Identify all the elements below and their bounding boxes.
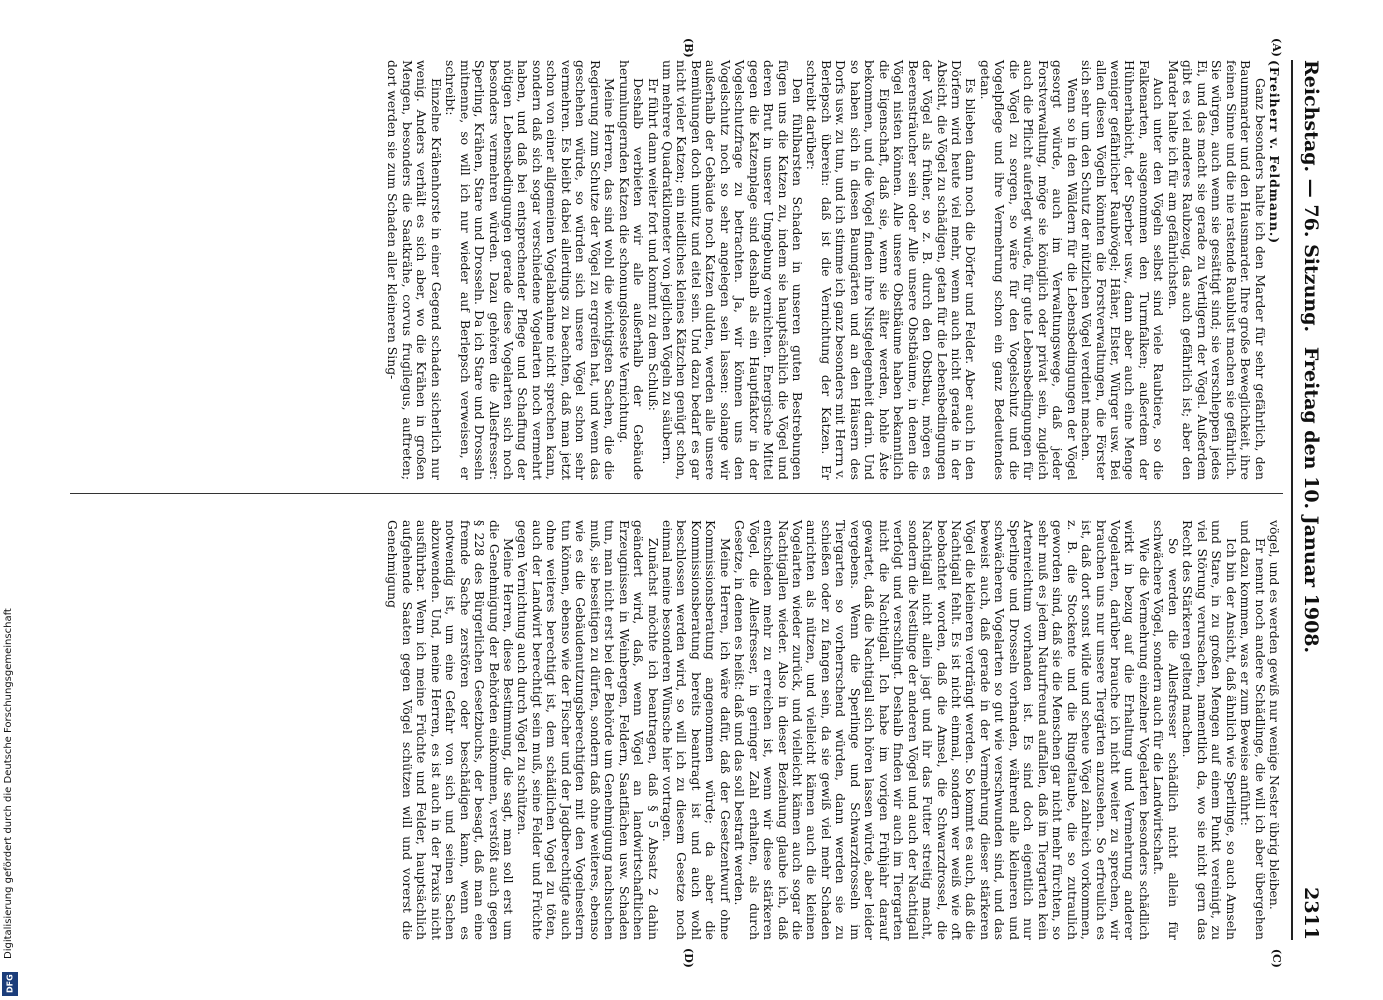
- paragraph: Wie die Vermehrung einzelner Vogelarten besonders schädlich wirkt in bezug auf die Erhaltung und Vermehrung anderer Vogelarten, darüber brauche ich nicht weiter zu sprechen, wir brauchen uns nur unsere Tiergärten anzusehen. So erfreulich es ist, daß dort sonst wilde und scheue Vögel zahlreich vorkommen, z. B. die Stockente und die Ringeltaube, die so zutraulich geworden sind, daß sie die Menschen gar nicht mehr fürchten, so sehr muß es jedem Naturfreund auffallen, daß im Tiergarten kein Artenreichtum vorhanden ist. Es sind doch eigentlich nur Sperlinge und Drosseln vorhanden, während alle kleineren und schwächeren Vogelarten so gut wie verschwunden sind, und das beweist auch, daß gerade in der Vermehrung dieser stärkeren Vögel die kleineren verdrängt werden. So kommt es auch, daß die Nachtigall fehlt. Es ist nicht einmal, sondern wer weiß wie oft beobachtet worden, daß die Amsel, die Schwarzdrossel, die Nachtigall nicht allein jagt und ihr das Futter streitig macht, sondern die Nestlinge der anderen Vögel und auch der Nachtigall verfolgt und verschlingt. Deshalb finden wir auch im Tiergarten nicht die Nachtigall. Ich habe im vorigen Frühjahr darauf gewartet, daß die Nachtigall sich hören lassen würde, aber leider vergebens. Wenn die Sperlinge und Schwarzdrosseln im Tiergarten so vorherrschend würden, dann werden sie zu schießen oder zu fangen sein, da sie gewiß viel mehr Schaden anrichten als nützen, und vielleicht kämen auch die kleinen Vogelarten wieder zurück, und vielleicht kämen auch sogar die Nachtigallen wieder. Also in dieser Beziehung glaube ich, daß entschieden mehr zu erreichen ist, wenn wir diese stärkeren Vögel, die Allesfresser, in geringer Zahl erhalten, als durch Gesetze, in denen es heißt: daß und das soll bestraft werden.: [732, 520, 1152, 940]
- column-divider: [70, 493, 1283, 494]
- quote-paragraph: Den fühlbarsten Schaden in unseren guten Bestrebungen fügen uns die Katzen zu, indem sie hauptsächlich die Vögel und deren Brut in unserer Umgebung vernichten. Energische Mittel gegen die Katzenplage sind deshalb als ein Hauptfaktor in der Vogelschutzfrage zu betrachten. Ja, wir können uns den Vogelschutz noch so sehr angelegen sein lassen: solange wir außerhalb der Gebäude noch Katzen dulden, werden alle unsere Bemühungen doch unnütz und eitel sein. Und dazu bedarf es gar nicht vieler Katzen; ein niedliches kleines Kätzchen genügt schon, um mehrere Quadratkilometer von jeglichen Vögeln zu säubern.: [659, 60, 806, 480]
- left-column: [385, 60, 1281, 480]
- quote-paragraph: So werden die Allesfresser schädlich nicht allein für schwächere Vögel, sondern auch für die Landwirtschaft.: [1151, 520, 1181, 940]
- margin-marker-c: (C): [1270, 948, 1283, 968]
- speaker-name: (Freiherr v. Feldmann.): [1267, 60, 1282, 245]
- paragraph: Er nennt noch andere Schädlinge, die will ich aber übergehen und dazu kommen, was er zum Beweise anführt:: [1238, 520, 1268, 940]
- margin-marker-d: (D): [682, 948, 695, 968]
- right-column: [385, 520, 1281, 940]
- quote-paragraph: Deshalb verbieten wir alle außerhalb der Gebäude herumlungernden Katzen die schonungsloseste Vernichtung.: [616, 60, 647, 480]
- paragraph: Zunächst möchte ich beantragen, daß § 5 Absatz 2 dahin geändert wird, daß, wenn Vögel an landwirtschaftlichen Erzeugnissen in Weinbergen, Feldern, Saatflächen usw. Schaden tun, man nicht erst bei der Behörde um Genehmigung nachsuchen muß, sie beseitigen zu dürfen, sondern daß ohne weiteres, ebenso wie es die Gebäudenutzungsberechtigten mit den Vogelnestern tun können, ebenso wie der Fischer und der Jagdberechtigte auch ohne weiteres berechtigt ist, dem schädlichen Vogel zu töten, auch der Landwirt berechtigt sein muß, seine Felder und Früchte gegen Vernichtung auch durch Vögel zu schützen.: [515, 520, 661, 941]
- header-center: Freitag den 10. Januar 1908.: [1300, 346, 1322, 654]
- header-left: Reichstag. — 76. Sitzung.: [1300, 60, 1322, 333]
- paragraph: Es blieben dann noch die Dörfer und Felder. Aber auch in den Dörfern wird heute viel mehr, wenn auch nicht gerade in der Absicht, die Vögel zu schädigen, getan für die Lebensbedingungen der Vögel als früher, so z. B. durch den Obstbau, mögen es Beerensträucher sein oder Alle unsere Obstbäume, in denen die Vögel nisten können. Alle unsere Obstbäume haben bekanntlich die Eigenschaft, daß sie, wenn sie älter werden, hohle Äste bekommen, und die Vögel finden ihre Nistgelegenheit darin. Und so haben sich in diesen Baumgärten und an den Häusern des Dorfs usw. zu tun, und ich stimme ich ganz besonders mit Herrn v. Berlepsch überein: daß ist die Vernichtung der Katzen. Er schreibt darüber:: [804, 60, 979, 480]
- quote-paragraph: Einzelne Krähenhorste in einer Gegend schaden sicherlich nur wenig. Anders verhält es sich aber, wo die Krähen in großen Mengen, besonders die Saatkrähe, corvus frugilegus, auftreten; dort werden sie zum Schaden aller kleineren Sing-: [385, 60, 444, 480]
- paragraph: Ganz besonders halte ich den Marder für sehr gefährlich, den Baummarder und den Hausmarder. Ihre große Beweglichkeit, ihre feinen Sinne und die nie rastende Raublust machen sie gefährlich. Sie würgen, auch wenn sie gesättigt sind; sie verschleppen jedes Ei, und das macht sie gerade zu Vertilgern der Vögel. Außerdem gibt es viel anderes Raubzeug, das auch gefährlich ist; aber den Marder halte ich für am gefährlichsten.: [1165, 60, 1268, 480]
- header-rule: [1291, 60, 1293, 940]
- paragraph: Auch unter den Vögeln selbst sind viele Raubtiere, so die Falkenarten, ausgenommen den Turmfalken; außerdem der Hühnerhabicht, der Sperber usw., dann aber auch eine Menge weniger gefährlicher Raubvögel; Häher, Elster, Würger usw. Bei allen diesen Vögeln könnten die Forstverwaltungen, die Förster sich sehr um den Schutz der nützlichen Vögel verdient machen.: [1079, 60, 1167, 480]
- page-number: 2311: [1300, 887, 1322, 940]
- paragraph: Meine Herren, das sind wohl die wichtigsten Sachen, die die Regierung zum Schutze der Vögel zu ergreifen hat, und wenn das geschehen würde, so würden sich unsere Vögel schon sehr vermehren. Es bleibt dabei allerdings zu beachten, daß man jetzt schon von einer allgemeinen Vogelabnahme nicht sprechen kann, sondern daß sich sogar verschiedene Vogelarten noch vermehrt haben, und daß bei entsprechender Pflege und Schaffung der nötigen Lebensbedingungen gerade diese Vogelarten sich noch besonders vermehren würden. Dazu gehören die Allesfresser: Sperling, Krähen, Stare und Drosseln. Da ich Stare und Drosseln mitnenne, so will ich nur wieder auf Berlepsch verweisen, er schreibt:: [443, 60, 618, 480]
- page-header: [1294, 60, 1328, 940]
- paragraph: Meine Herren, diese Bestimmung, die sagt, man soll erst um die Genehmigung der Behörden einkommen, verstößt auch gegen § 228 des Bürgerlichen Gesetzbuchs, der besagt, daß man eine fremde Sache zerstören oder beschädigen kann, wenn es notwendig ist, um eine Gefahr von sich und seinen Sachen abzuwenden. Und, meine Herren, es ist auch in der Praxis nicht ausführbar. Wenn ich meine Früchte und Felder, hauptsächlich aufgehende Saaten gegen Vögel schützen will und vorerst die Genehmigung: [385, 520, 516, 940]
- margin-marker-a: (A): [1270, 38, 1283, 57]
- dfg-logo-icon: DFG: [2, 972, 18, 996]
- quote-paragraph: vögel, und es werden gewiß nur wenige Nester übrig bleiben.: [1267, 520, 1282, 910]
- margin-marker-b: (B): [682, 38, 695, 58]
- paragraph: Wenn so in den Wäldern für die Lebensbedingungen der Vögel gesorgt würde, auch im Verwaltungswege, daß jeder Forstverwaltung, möge sie königlich oder privat sein, zugleich auch die Pflicht auferlegt würde, für gute Lebensbedingungen für die Vögel zu sorgen, so wäre für den Vogelschutz und die Vogelpflege und ihre Vermehrung schon ein ganz Bedeutendes getan.: [977, 60, 1080, 480]
- funding-note-text: Digitalisierung gefördert durch die Deutsche Forschungsgemeinschaft: [3, 608, 14, 959]
- paragraph: Er führt dann weiter fort und kommt zu dem Schluß:: [645, 78, 661, 411]
- quote-paragraph: Ich bin der Ansicht, daß ähnlich wie Sperlinge, so auch Amseln und Stare, in zu großen Mengen auf einem Punkt vereinigt, zu viel Störung verursachen, namentlich da, wo sie nicht gern das Recht des Stärkeren geltend machen.: [1180, 520, 1239, 940]
- paragraph: Meine Herren, ich wäre dafür, daß der Gesetzentwurf ohne Kommissionsberatung angenommen würde; da aber die Kommissionsberatung bereits beantragt ist und auch wohl beschlossen werden wird, so will ich zu diesem Gesetze noch einmal meine besonderen Wünsche hier vortragen.: [659, 520, 733, 940]
- funding-note: [0, 0, 22, 1000]
